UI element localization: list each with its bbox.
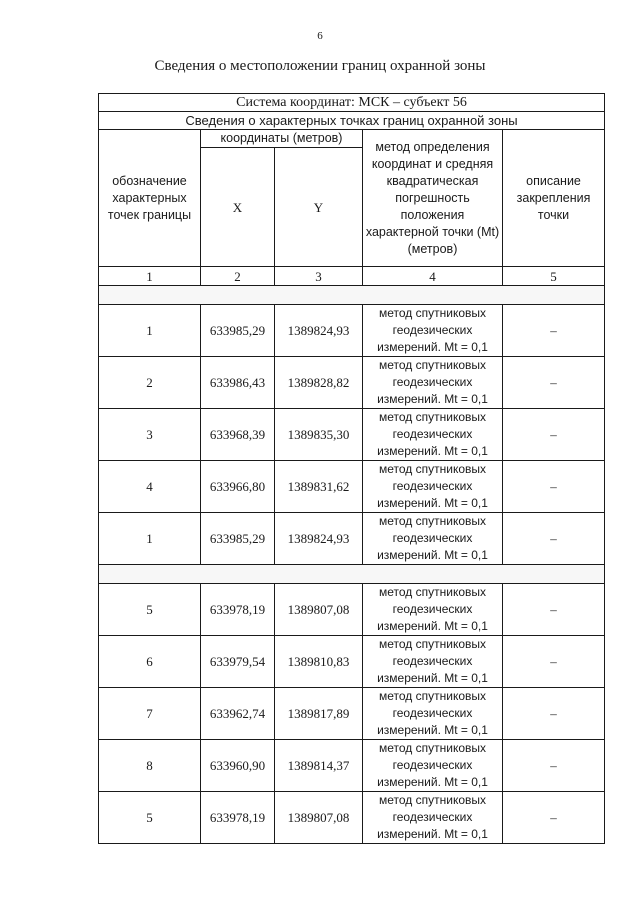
column-number: 1: [99, 267, 201, 286]
x-coordinate-cell: 633978,19: [201, 792, 275, 844]
method-line: геодезических: [392, 758, 473, 772]
method-line: измерений. Mt = 0,1: [377, 671, 488, 685]
table-row: [99, 688, 605, 740]
x-coordinate-cell: 633985,29: [201, 513, 275, 565]
description-cell: –: [503, 461, 605, 513]
method-cell: [363, 740, 503, 792]
method-line: измерений. Mt = 0,1: [377, 548, 488, 562]
x-coordinate-cell: 633966,80: [201, 461, 275, 513]
method-line: измерений. Mt = 0,1: [377, 619, 488, 633]
method-line: геодезических: [392, 479, 473, 493]
method-line: измерений. Mt = 0,1: [377, 444, 488, 458]
point-cell: 4: [99, 461, 201, 513]
column-number: 4: [363, 267, 503, 286]
column-number: 2: [201, 267, 275, 286]
section-separator: [99, 565, 605, 584]
point-cell: 6: [99, 636, 201, 688]
method-cell: [363, 688, 503, 740]
table-row: [99, 357, 605, 409]
info-label: Сведения о характерных точках границ охранной зоны: [99, 112, 605, 130]
method-line: измерений. Mt = 0,1: [377, 723, 488, 737]
method-cell: [363, 584, 503, 636]
y-coordinate-cell: 1389828,82: [275, 357, 363, 409]
description-cell: –: [503, 357, 605, 409]
y-coordinate-cell: 1389807,08: [275, 584, 363, 636]
coordinate-system-row: [99, 94, 605, 112]
section-separator: [99, 286, 605, 305]
point-cell: 2: [99, 357, 201, 409]
method-line: метод спутниковых: [378, 637, 486, 651]
y-coordinate-cell: 1389835,30: [275, 409, 363, 461]
method-line: геодезических: [392, 654, 473, 668]
y-coordinate-cell: 1389824,93: [275, 305, 363, 357]
header-x: X: [201, 148, 275, 267]
description-cell: –: [503, 740, 605, 792]
table-row: [99, 740, 605, 792]
point-cell: 5: [99, 792, 201, 844]
page-number: 6: [317, 30, 323, 42]
header-method: метод определения координат и средняя квадратическая погрешность положения характерной точки (Mt) (метров): [363, 130, 503, 267]
method-line: измерений. Mt = 0,1: [377, 827, 488, 841]
x-coordinate-cell: 633978,19: [201, 584, 275, 636]
description-cell: –: [503, 792, 605, 844]
table-row: [99, 513, 605, 565]
column-number: 5: [503, 267, 605, 286]
description-cell: –: [503, 636, 605, 688]
method-line: метод спутниковых: [378, 741, 486, 755]
method-cell: [363, 636, 503, 688]
document-title: Сведения о местоположении границ охранной зоны: [154, 58, 486, 74]
description-cell: –: [503, 409, 605, 461]
section-separator-row: [99, 286, 605, 305]
method-line: геодезических: [392, 427, 473, 441]
point-cell: 1: [99, 305, 201, 357]
method-line: геодезических: [392, 602, 473, 616]
method-line: измерений. Mt = 0,1: [377, 340, 488, 354]
description-cell: –: [503, 688, 605, 740]
method-line: геодезических: [392, 706, 473, 720]
point-cell: 7: [99, 688, 201, 740]
boundary-points-table: [98, 93, 605, 844]
y-coordinate-cell: 1389817,89: [275, 688, 363, 740]
method-line: измерений. Mt = 0,1: [377, 775, 488, 789]
header-coordinates: координаты (метров): [201, 130, 363, 148]
y-coordinate-cell: 1389807,08: [275, 792, 363, 844]
method-line: метод спутниковых: [378, 514, 486, 528]
point-cell: 3: [99, 409, 201, 461]
method-line: геодезических: [392, 375, 473, 389]
method-line: метод спутниковых: [378, 410, 486, 424]
coordinate-system-label: Система координат: МСК – субъект 56: [99, 94, 605, 112]
header-description: описание закрепления точки: [503, 130, 605, 267]
method-line: геодезических: [392, 810, 473, 824]
column-number: 3: [275, 267, 363, 286]
description-cell: –: [503, 513, 605, 565]
column-number-row: [99, 267, 605, 286]
method-line: метод спутниковых: [378, 585, 486, 599]
y-coordinate-cell: 1389814,37: [275, 740, 363, 792]
x-coordinate-cell: 633960,90: [201, 740, 275, 792]
x-coordinate-cell: 633986,43: [201, 357, 275, 409]
x-coordinate-cell: 633962,74: [201, 688, 275, 740]
y-coordinate-cell: 1389824,93: [275, 513, 363, 565]
section-separator-row: [99, 565, 605, 584]
table-row: [99, 792, 605, 844]
method-cell: [363, 513, 503, 565]
method-line: метод спутниковых: [378, 358, 486, 372]
x-coordinate-cell: 633979,54: [201, 636, 275, 688]
method-cell: [363, 409, 503, 461]
table-row: [99, 584, 605, 636]
method-line: метод спутниковых: [378, 306, 486, 320]
description-cell: –: [503, 584, 605, 636]
method-line: геодезических: [392, 323, 473, 337]
method-cell: [363, 792, 503, 844]
table-row: [99, 636, 605, 688]
header-y: Y: [275, 148, 363, 267]
method-line: геодезических: [392, 531, 473, 545]
header-designation: обозначение характерных точек границы: [99, 130, 201, 267]
table-row: [99, 409, 605, 461]
method-line: измерений. Mt = 0,1: [377, 392, 488, 406]
method-line: метод спутниковых: [378, 793, 486, 807]
method-line: измерений. Mt = 0,1: [377, 496, 488, 510]
x-coordinate-cell: 633968,39: [201, 409, 275, 461]
description-cell: –: [503, 305, 605, 357]
method-cell: [363, 357, 503, 409]
table-row: [99, 305, 605, 357]
point-cell: 1: [99, 513, 201, 565]
point-cell: 8: [99, 740, 201, 792]
point-cell: 5: [99, 584, 201, 636]
x-coordinate-cell: 633985,29: [201, 305, 275, 357]
y-coordinate-cell: 1389831,62: [275, 461, 363, 513]
table-row: [99, 461, 605, 513]
method-line: метод спутниковых: [378, 462, 486, 476]
method-cell: [363, 305, 503, 357]
method-cell: [363, 461, 503, 513]
info-row: [99, 112, 605, 130]
header-row: [99, 130, 605, 148]
y-coordinate-cell: 1389810,83: [275, 636, 363, 688]
method-line: метод спутниковых: [378, 689, 486, 703]
